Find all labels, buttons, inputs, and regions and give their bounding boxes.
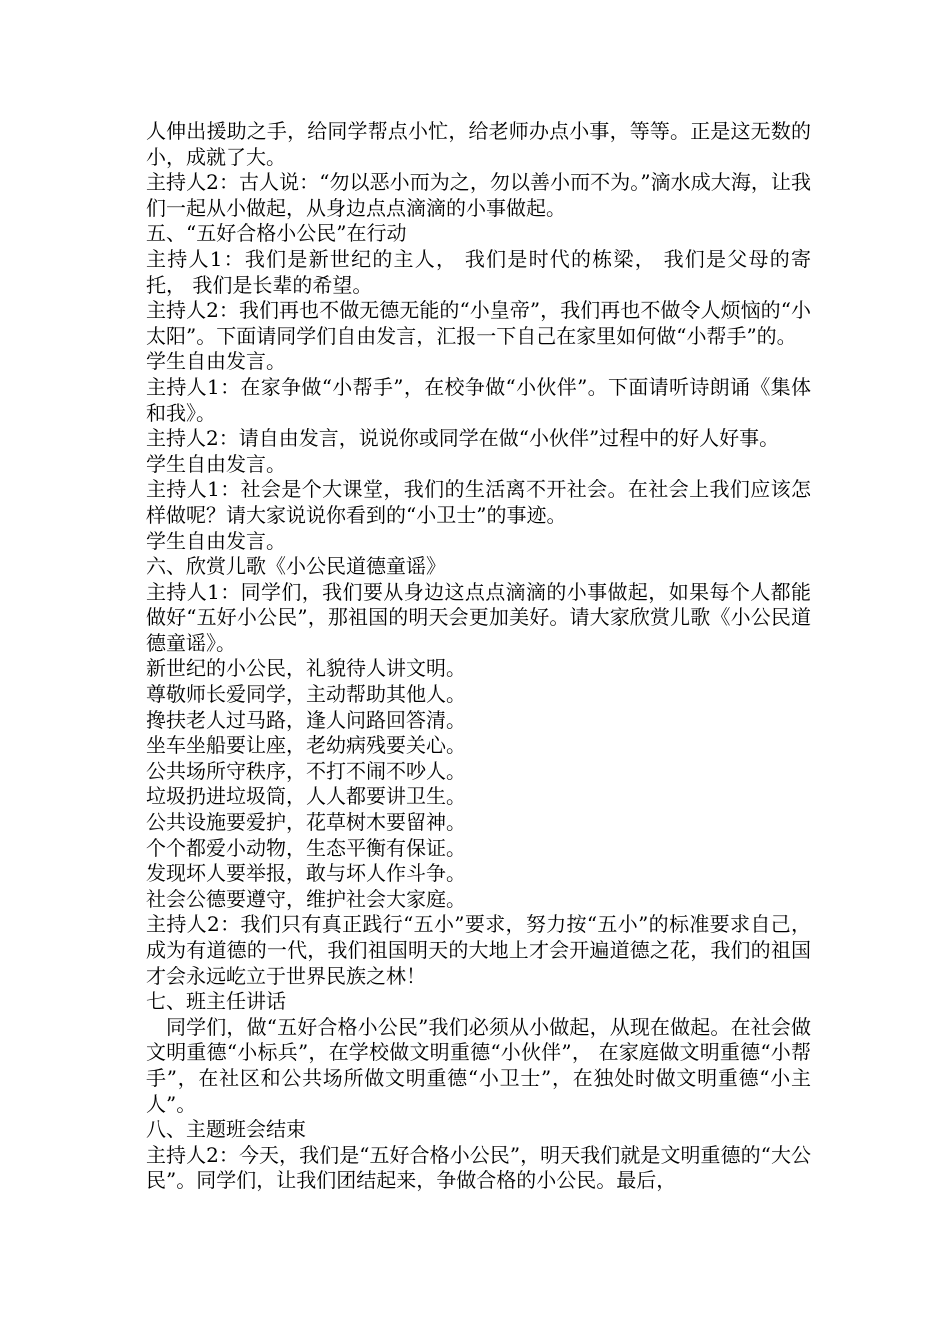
paragraph-8: 主持人2：请自由发言，说说你或同学在做“小伙伴”过程中的好人好事。 bbox=[146, 426, 780, 451]
paragraph-6: 学生自由发言。 bbox=[146, 349, 286, 374]
poem-line-6: 垃圾扔进垃圾筒，人人都要讲卫生。 bbox=[146, 784, 466, 809]
poem-line-9: 发现坏人要举报，敢与坏人作斗争。 bbox=[146, 861, 466, 886]
teacher-speech: 同学们，做“五好合格小公民”我们必须从小做起，从现在做起。在社会做文明重德“小标兵”，在学校做文明重德“小伙伴”， 在家庭做文明重德“小帮手”，在社区和公共场所做文明重德“小卫士”，在独处时做文明重德“小主人”。 bbox=[146, 1014, 811, 1116]
paragraph-5: 主持人2：我们再也不做无德无能的“小皇帝”，我们再也不做令人烦恼的“小太阳”。下面请同学们自由发言，汇报一下自己在家里如何做“小帮手”的。 bbox=[146, 298, 811, 348]
paragraph-10: 主持人1：社会是个大课堂，我们的生活离不开社会。在社会上我们应该怎样做呢？请大家说说你看到的“小卫士”的事迹。 bbox=[146, 477, 811, 527]
paragraph-11: 学生自由发言。 bbox=[146, 528, 286, 553]
section-heading-5: 五、“五好合格小公民”在行动 bbox=[146, 221, 407, 246]
poem-line-10: 社会公德要遵守，维护社会大家庭。 bbox=[146, 886, 466, 911]
poem-line-5: 公共场所守秩序，不打不闹不吵人。 bbox=[146, 758, 466, 783]
poem-line-4: 坐车坐船要让座，老幼病残要关心。 bbox=[146, 733, 466, 758]
paragraph-7: 主持人1：在家争做“小帮手”，在校争做“小伙伴”。下面请听诗朗诵《集体和我》。 bbox=[146, 374, 811, 425]
paragraph-2: 主持人2：古人说：“勿以恶小而为之，勿以善小而不为。”滴水成大海，让我们一起从小做起，从身边点点滴滴的小事做起。 bbox=[146, 170, 811, 220]
paragraph-24: 主持人2：我们只有真正践行“五小”要求，努力按“五小”的标准要求自己，成为有道德的一代，我们祖国明天的大地上才会开遍道德之花，我们的祖国才会永远屹立于世界民族之林！ bbox=[146, 912, 811, 988]
paragraph-4: 主持人1：我们是新世纪的主人， 我们是时代的栋梁， 我们是父母的寄托， 我们是长辈的希望。 bbox=[146, 246, 811, 297]
poem-line-2: 尊敬师长爱同学，主动帮助其他人。 bbox=[146, 682, 466, 707]
paragraph-9: 学生自由发言。 bbox=[146, 451, 286, 476]
section-heading-7: 七、班主任讲话 bbox=[146, 989, 286, 1014]
paragraph-1: 人伸出援助之手，给同学帮点小忙，给老师办点小事，等等。正是这无数的小，成就了大。 bbox=[146, 119, 811, 169]
poem-line-1: 新世纪的小公民，礼貌待人讲文明。 bbox=[146, 656, 466, 681]
paragraph-13: 主持人1：同学们，我们要从身边这点点滴滴的小事做起，如果每个人都能做好“五好小公民”，那祖国的明天会更加美好。请大家欣赏儿歌《小公民道德童谣》。 bbox=[146, 579, 811, 655]
poem-line-8: 个个都爱小动物，生态平衡有保证。 bbox=[146, 835, 466, 860]
poem-line-3: 搀扶老人过马路，逢人问路回答清。 bbox=[146, 707, 466, 732]
document-page bbox=[146, 119, 811, 1194]
paragraph-28: 主持人2：今天，我们是“五好合格小公民”，明天我们就是文明重德的“大公民”。同学们，让我们团结起来，争做合格的小公民。最后， bbox=[146, 1142, 811, 1193]
section-heading-8: 八、主题班会结束 bbox=[146, 1117, 306, 1142]
section-heading-6: 六、欣赏儿歌《小公民道德童谣》 bbox=[146, 554, 446, 579]
poem-line-7: 公共设施要爱护，花草树木要留神。 bbox=[146, 810, 466, 835]
